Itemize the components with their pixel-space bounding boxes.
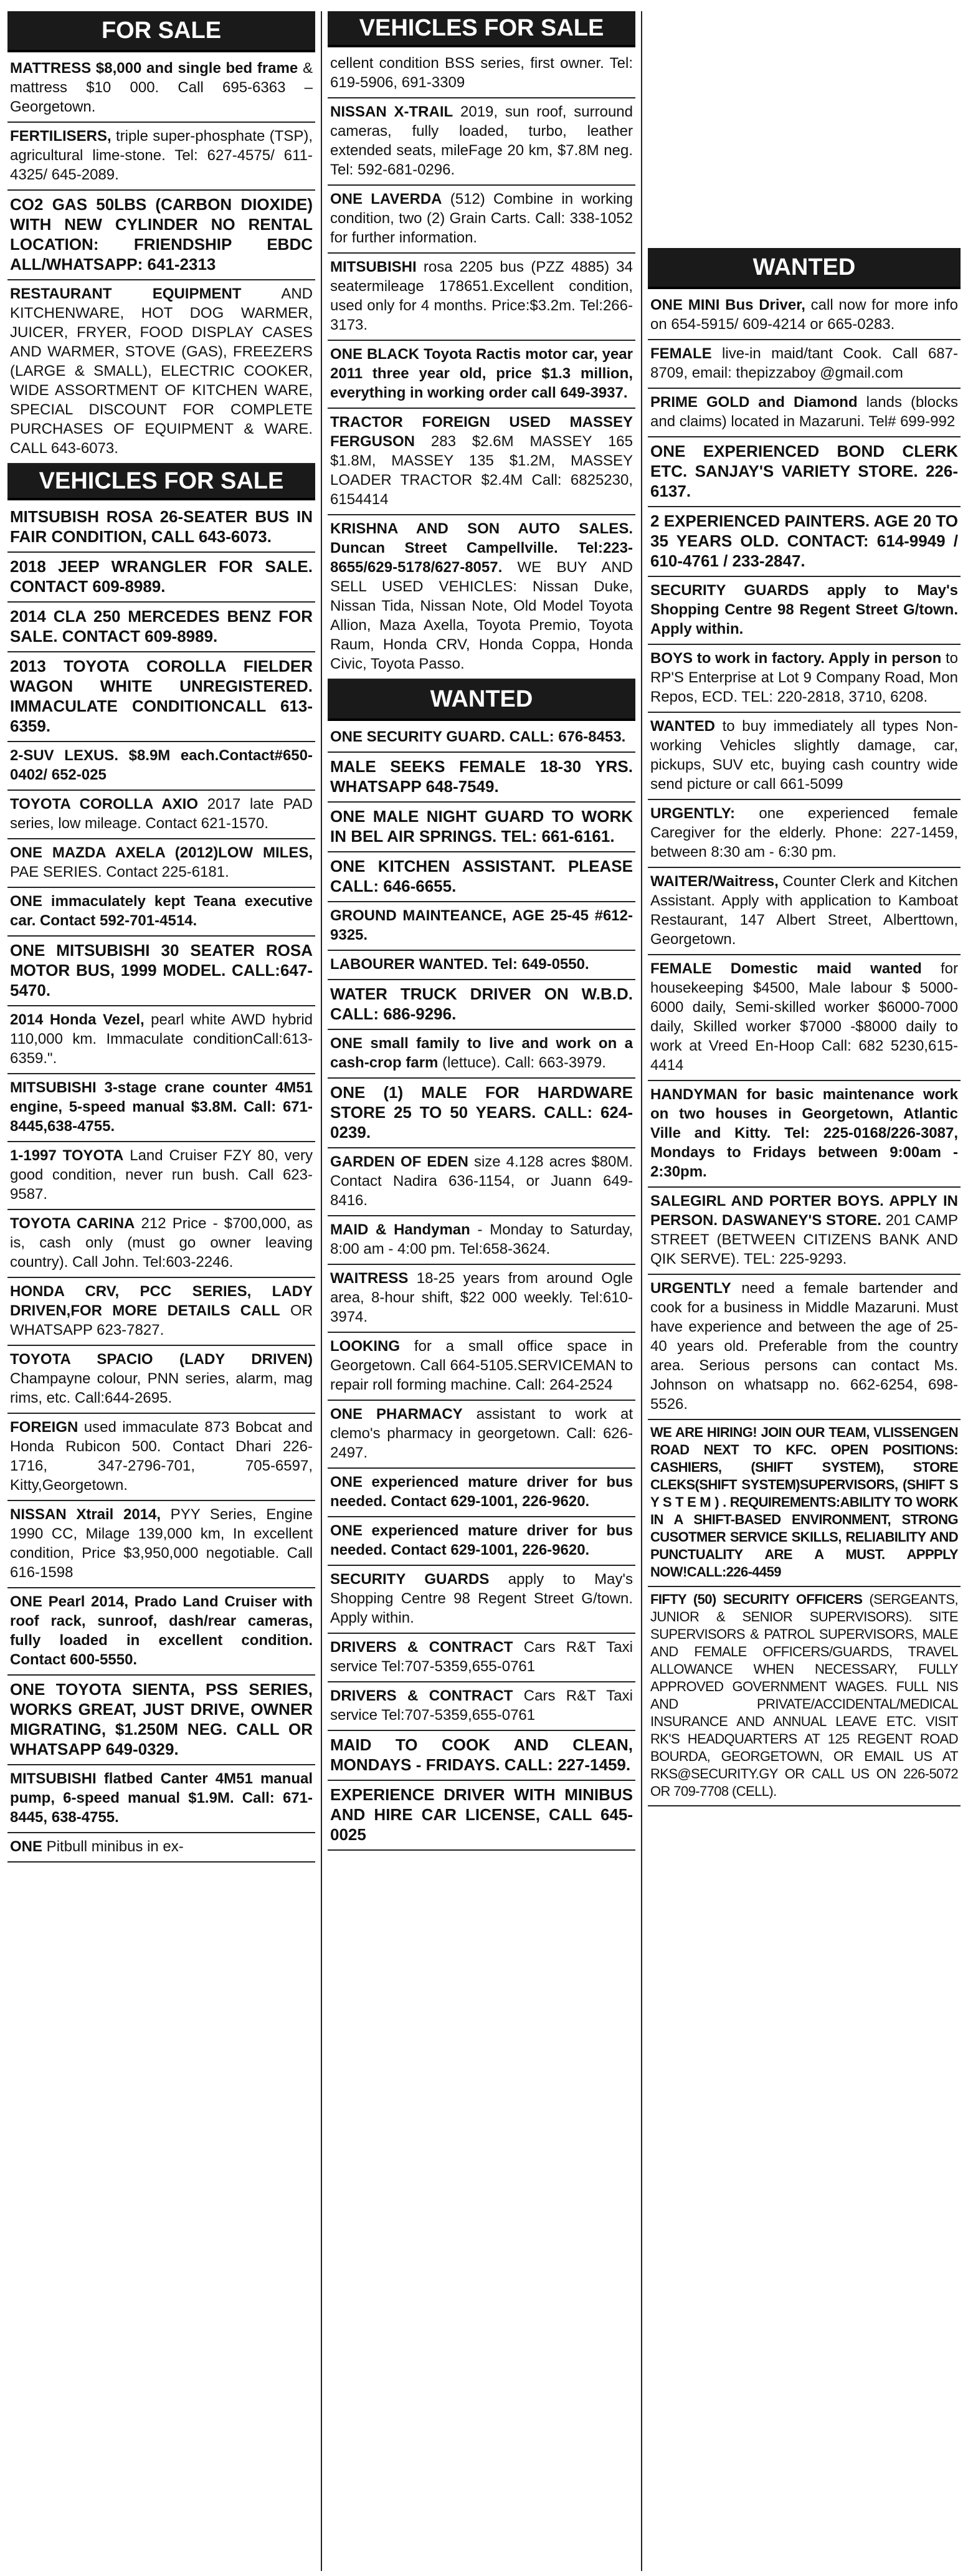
classified-ad (7, 603, 315, 652)
classified-ad (7, 553, 315, 603)
ad-lead-text: ONE MITSUBISHI 30 SEATER ROSA MOTOR BUS, 1999 MODEL. CALL:647-5470. (10, 941, 313, 999)
ad-lead-text: ONE MINI Bus Driver, (650, 297, 805, 313)
ad-lead-text: PRIME GOLD and Diamond (650, 394, 858, 411)
ad-body-text: need a female bartender and cook for a business in Middle Mazaruni. Must have experience and between the age of 25-40 years old. Preferable from the country area. Serious persons can contact Ms. Johnson on whatsapp no. 662-6254, 698-5526. (650, 1280, 958, 1413)
classified-ad (328, 1401, 635, 1469)
ad-lead-text: ONE PHARMACY (330, 1406, 463, 1423)
classified-ad (7, 191, 315, 280)
classified-ad (648, 1420, 961, 1587)
column-2 (328, 11, 635, 2571)
column-1 (7, 11, 315, 2571)
ad-lead-text: ONE (10, 1838, 43, 1855)
ad-lead-text: ONE KITCHEN ASSISTANT. PLEASE CALL: 646-6655. (330, 857, 633, 895)
ad-lead-text: KRISHNA AND SON AUTO SALES. Duncan Street Campellville. Tel:223-8655/629-5178/627-8057. (330, 520, 633, 576)
classified-ad (7, 1676, 315, 1765)
ad-lead-text: SALEGIRL AND PORTER BOYS. APPLY IN PERSON. DASWANEY'S STORE. (650, 1193, 958, 1229)
ad-body-text: assistant to work at clemo's pharmacy in georgetown. Call: 626-2497. (330, 1406, 633, 1461)
ad-body-text: 212 Price - $700,000, as is, cash only (must go owner leaving country). Call John. Tel:603-2246. (10, 1215, 313, 1271)
ad-lead-text: URGENTLY: (650, 805, 736, 822)
ad-lead-text: 2014 Honda Vezel, (10, 1011, 145, 1028)
ad-lead-text: TOYOTA CARINA (10, 1215, 135, 1232)
ad-lead-text: ONE experienced mature driver for bus needed. Contact 629-1001, 226-9620. (330, 1522, 633, 1558)
vehicles-list-1 (7, 503, 315, 1863)
classified-ad (7, 1765, 315, 1833)
ad-lead-text: FEMALE Domestic maid wanted (650, 960, 922, 977)
ad-lead-text: EXPERIENCE DRIVER WITH MINIBUS AND HIRE CAR LICENSE, CALL 645-0025 (330, 1785, 633, 1844)
classified-ad (328, 341, 635, 409)
classified-ad (328, 852, 635, 902)
ad-lead-text: WANTED (650, 718, 715, 735)
ad-body-text: to buy immediately all types Non-working Vehicles slightly damage, car, pickups, SUV etc, buying cash country wide send picture or call 661-5099 (650, 718, 958, 793)
column-divider (641, 11, 642, 2571)
ad-lead-text: ONE experienced mature driver for bus needed. Contact 629-1001, 226-9620. (330, 1474, 633, 1510)
ad-body-text: AND KITCHENWARE, HOT DOG WARMER, JUICER, FRYER, FOOD DISPLAY CASES AND WARMER, STOVE (GAS), FREEZERS (LARGE & SMALL), ELECTRIC COOKER, WIDE ASSORTMENT OF KITCHEN WARE, SPECIAL DISCOUNT FOR COMPLETE PURCHASES OF EQUIPMENT & WARE. CALL 643-6073. (10, 285, 313, 457)
ad-body-text: OR WHATSAPP 623-7827. (10, 1302, 313, 1338)
ad-lead-text: WAITRESS (330, 1270, 409, 1287)
classified-ad (328, 980, 635, 1030)
classified-ad (7, 1074, 315, 1142)
ad-body-text: (lettuce). Call: 663-3979. (438, 1054, 606, 1071)
ad-lead-text: MATTRESS $8,000 and single bed frame (10, 60, 298, 77)
classified-ad (328, 1731, 635, 1781)
classified-ad (328, 951, 635, 980)
ad-body-text: Cars R&T Taxi service Tel:707-5359,655-0761 (330, 1639, 633, 1675)
header-wanted-2: WANTED (328, 680, 635, 721)
ad-body-text: PAE SERIES. Contact 225-6181. (10, 864, 229, 880)
classified-ad (648, 340, 961, 389)
ad-lead-text: SECURITY GUARDS apply to May's Shopping Centre 98 Regent Street G/town. Apply within. (650, 582, 958, 637)
ad-lead-text: DRIVERS & CONTRACT (330, 1687, 513, 1704)
classified-ad (648, 713, 961, 800)
ad-body-text: for housekeeping $4500, Male labour $ 5000-6000 daily, Semi-skilled worker $6000-7000 daily, Skilled worker $7000 -$8000 daily to work at Vreed En-Hoop Call: 682 5230,615- 4414 (650, 960, 958, 1074)
ad-body-text: triple super-phosphate (TSP), agricultural lime-stone. Tel: 627-4575/ 611-4325/ 645-2089. (10, 128, 313, 183)
ad-body-text: Pitbull minibus in ex- (42, 1838, 184, 1855)
ad-lead-text: MAID TO COOK AND CLEAN, MONDAYS - FRIDAYS. CALL: 227-1459. (330, 1735, 633, 1774)
classified-ad (328, 1265, 635, 1333)
ad-lead-text: 2014 CLA 250 MERCEDES BENZ FOR SALE. CONTACT 609-8989. (10, 607, 313, 646)
classified-ad (328, 1682, 635, 1731)
ad-lead-text: LABOURER WANTED. Tel: 649-0550. (330, 956, 589, 973)
column-divider (321, 11, 322, 2571)
classified-ad (7, 1346, 315, 1414)
ad-lead-text: GARDEN OF EDEN (330, 1153, 468, 1170)
classified-ad (328, 803, 635, 852)
classified-ad (648, 292, 961, 340)
ad-body-text: rosa 2205 bus (PZZ 4885) 34 seatermileage 178651.Excellent condition, used only for 4 months. Price:$3.2m. Tel:266-3173. (330, 259, 633, 333)
ad-lead-text: ONE LAVERDA (330, 191, 442, 208)
classified-ad (328, 98, 635, 186)
classified-ad (7, 280, 315, 464)
classified-ad (328, 1517, 635, 1566)
ad-lead-text: ONE SECURITY GUARD. CALL: 676-8453. (330, 728, 626, 745)
ad-lead-text: ONE small family to live and work on a cash-crop farm (330, 1035, 633, 1071)
top-spacer (648, 11, 961, 248)
classified-ad (648, 577, 961, 645)
classified-ad (7, 1210, 315, 1278)
classified-ad (7, 1833, 315, 1863)
classified-ad (7, 839, 315, 888)
classified-ad (328, 1781, 635, 1851)
ad-body-text: PYY Series, Engine 1990 CC, Milage 139,000 km, In excellent condition, Price $3,950,000 negotiable. Call 616-1598 (10, 1506, 313, 1581)
classified-ad (648, 800, 961, 868)
classified-ad (328, 1079, 635, 1148)
ad-lead-text: 1-1997 TOYOTA (10, 1147, 124, 1164)
ad-lead-text: CO2 GAS 50LBS (CARBON DIOXIDE) WITH NEW CYLINDER NO RENTAL LOCATION: FRIENDSHIP EBDC ALL/WHATSAPP: 641-2313 (10, 195, 313, 274)
classified-ad (328, 1566, 635, 1634)
classified-ad (7, 1278, 315, 1346)
classified-ad (328, 902, 635, 951)
classified-ad (328, 1148, 635, 1216)
ad-lead-text: SECURITY GUARDS (330, 1571, 490, 1588)
ad-lead-text: 2013 TOYOTA COROLLA FIELDER WAGON WHITE UNREGISTERED. IMMACULATE CONDITIONCALL 613-6359. (10, 657, 313, 735)
classified-ad (328, 1030, 635, 1079)
ad-lead-text: MITSUBISHI 3-stage crane counter 4M51 engine, 5-speed manual $3.8M. Call: 671-8445,638-4755. (10, 1079, 313, 1135)
ad-lead-text: MITSUBISH ROSA 26-SEATER BUS IN FAIR CONDITION, CALL 643-6073. (10, 507, 313, 546)
header-for-sale: FOR SALE (7, 11, 315, 52)
ad-body-text: live-in maid/tant Cook. Call 687-8709, email: thepizzaboy @gmail.com (650, 345, 958, 381)
for-sale-list (7, 55, 315, 464)
ad-body-text: used immaculate 873 Bobcat and Honda Rubicon 500. Contact Dhari 226-1716, 347-2796-701, 705-6597, Kitty,Georgetown. (10, 1419, 313, 1494)
ad-body-text: lands (blocks and claims) located in Mazaruni. Tel# 699-992 (650, 394, 958, 430)
ad-body-text: 2017 late PAD series, low mileage. Contact 621-1570. (10, 796, 313, 832)
ad-lead-text: TOYOTA COROLLA AXIO (10, 796, 198, 813)
ad-lead-text: 2-SUV LEXUS. $8.9M each.Contact#650-0402/ 652-025 (10, 747, 313, 783)
classified-ad (328, 723, 635, 753)
ad-body-text: for a small office space in Georgetown. Call 664-5105.SERVICEMAN to repair roll forming machine. Call: 264-2524 (330, 1338, 633, 1393)
ad-lead-text: FEMALE (650, 345, 712, 362)
ad-body-text: Land Cruiser FZY 80, very good condition, never run bush. Call 623-9587. (10, 1147, 313, 1203)
ad-lead-text: URGENTLY (650, 1280, 731, 1297)
ad-body-text: - Monday to Saturday, 8:00 am - 4:00 pm. Tel:658-3624. (330, 1221, 633, 1257)
ad-lead-text: ONE MAZDA AXELA (2012)LOW MILES, (10, 844, 313, 861)
classified-ad (648, 868, 961, 955)
ad-lead-text: MITSUBISHI flatbed Canter 4M51 manual pump, 6-speed manual $1.9M. Call: 671-8445, 638-4755. (10, 1770, 313, 1826)
classified-ad (328, 254, 635, 341)
classified-ad (648, 1587, 961, 1806)
classified-ad (648, 1275, 961, 1420)
ad-body-text: 18-25 years from around Ogle area, 8-hour shift, $22 000 weekly. Tel:610-3974. (330, 1270, 633, 1325)
ad-lead-text: 2018 JEEP WRANGLER FOR SALE. CONTACT 609-8989. (10, 557, 313, 596)
ad-lead-text: ONE (1) MALE FOR HARDWARE STORE 25 TO 50 YEARS. CALL: 624-0239. (330, 1083, 633, 1142)
classified-ad (648, 955, 961, 1081)
ad-lead-text: ONE immaculately kept Teana executive car. Contact 592-701-4514. (10, 893, 313, 929)
ad-lead-text: FERTILISERS, (10, 128, 112, 145)
ad-body-text: 2019, sun roof, surround cameras, fully loaded, turbo, leather extended seats, mileFage 20 km, $7.8M neg. Tel: 592-681-0296. (330, 103, 633, 178)
classified-ad (648, 507, 961, 577)
classified-ad (648, 389, 961, 437)
classified-ad (7, 791, 315, 839)
classified-ad (7, 937, 315, 1006)
ad-lead-text: WAITER/Waitress, (650, 873, 779, 890)
header-vehicles-for-sale: VEHICLES FOR SALE (7, 464, 315, 500)
ad-lead-text: HANDYMAN for basic maintenance work on two houses in Georgetown, Atlantic Ville and Kitty. Tel: 225-0168/226-3087, Mondays to Fridays between 9:00am - 2:30pm. (650, 1086, 958, 1180)
classified-ad (7, 1142, 315, 1210)
ad-lead-text: NISSAN X-TRAIL (330, 103, 453, 120)
ad-body-text: apply to May's Shopping Centre 98 Regent Street G/town. Apply within. (330, 1571, 633, 1626)
column-3 (648, 11, 961, 2571)
classified-ad (328, 1634, 635, 1682)
wanted-list-2 (328, 723, 635, 1851)
classified-ad (7, 742, 315, 791)
ad-lead-text: FIFTY (50) SECURITY OFFICERS (650, 1591, 863, 1607)
ad-lead-text: LOOKING (330, 1338, 400, 1355)
ad-lead-text: BOYS to work in factory. Apply in person (650, 650, 942, 667)
classified-ad (7, 503, 315, 553)
classified-ad (7, 888, 315, 937)
ad-body-text: to RP'S Enterprise at Lot 9 Company Road, Mon Repos, ECD. TEL: 220-2818, 3710, 6208. (650, 650, 958, 705)
ad-body-text: size 4.128 acres $80M. Contact Nadira 636-1154, or Juann 649-8416. (330, 1153, 633, 1209)
ad-lead-text: GROUND MAINTEANCE, AGE 25-45 #612-9325. (330, 907, 633, 943)
ad-lead-text: 2 EXPERIENCED PAINTERS. AGE 20 TO 35 YEARS OLD. CONTACT: 614-9949 / 610-4761 / 233-2847. (650, 512, 958, 570)
ad-body-text: 201 CAMP STREET (BETWEEN CITIZENS BANK AND QIK SERVE). TEL: 225-9293. (650, 1212, 958, 1267)
ad-body-text: Counter Clerk and Kitchen Assistant. Apply with application to Kamboat Restaurant, 147 Albert Street, Alberttown, Georgetown. (650, 873, 958, 948)
classified-ad (648, 1188, 961, 1275)
classified-ad (648, 645, 961, 713)
classified-ad (328, 1216, 635, 1265)
ad-lead-text: TOYOTA SPACIO (LADY DRIVEN) (10, 1351, 313, 1368)
classified-ad (7, 1414, 315, 1501)
ad-body-text: & mattress $10 000. Call 695-6363 – Georgetown. (10, 60, 313, 115)
ad-lead-text: MALE SEEKS FEMALE 18-30 YRS. WHATSAPP 648-7549. (330, 757, 633, 796)
ad-lead-text: MAID & Handyman (330, 1221, 470, 1238)
classified-ad (7, 123, 315, 191)
ad-lead-text: ONE EXPERIENCED BOND CLERK ETC. SANJAY'S VARIETY STORE. 226-6137. (650, 442, 958, 500)
classified-ad (648, 1081, 961, 1188)
classified-ad (7, 1006, 315, 1074)
classified-ad (7, 652, 315, 742)
ad-lead-text: MITSUBISHI (330, 259, 417, 275)
classified-ad (328, 409, 635, 515)
ad-body-text: (512) Combine in working condition, two (2) Grain Carts. Call: 338-1052 for further information. (330, 191, 633, 246)
classified-ad (328, 515, 635, 680)
ad-lead-text: ONE Pearl 2014, Prado Land Cruiser with roof rack, sunroof, dash/rear cameras, fully loaded in excellent condition. Contact 600-5550. (10, 1593, 313, 1668)
ad-body-text: 283 $2.6M MASSEY 165 $1.8M, MASSEY 135 $1.2M, MASSEY LOADER TRACTOR $2.4M Call: 6825230, 6154414 (330, 433, 633, 508)
ad-body-text: Champayne colour, PNN series, alarm, mag rims, etc. Call:644-2695. (10, 1370, 313, 1406)
ad-lead-text: RESTAURANT EQUIPMENT (10, 285, 242, 302)
ad-body-text: (SERGEANTS, JUNIOR & SENIOR SUPERVISORS). SITE SUPERVISORS & PATROL SUPERVISORS, MALE AND FEMALE OFFICERS/GUARDS, TRAVEL ALLOWANCE WHEN NECESSARY, FULLY APPROVED GOVERNMENT WAGES. FULL NIS AND PRIVATE/ACCIDENTAL/MEDICAL INSURANCE AND ANNUAL LEAVE ETC. VISIT RK'S HEADQUARTERS AT 125 REGENT ROAD BOURDA, GEORGETOWN, OR EMAIL US AT RKS@SECURITY.GY OR CALL US ON 226-5072 OR 709-7708 (CELL). (650, 1591, 959, 1799)
classified-ad (7, 55, 315, 123)
ad-lead-text: FOREIGN (10, 1419, 78, 1436)
ad-lead-text: TRACTOR FOREIGN USED MASSEY FERGUSON (330, 414, 633, 450)
ad-body-text: pearl white AWD hybrid 110,000 km. Immaculate conditionCall:613-6359.". (10, 1011, 313, 1067)
header-wanted-3: WANTED (648, 248, 961, 289)
ad-lead-text: ONE MALE NIGHT GUARD TO WORK IN BEL AIR SPRINGS. TEL: 661-6161. (330, 807, 633, 846)
ad-lead-text: WATER TRUCK DRIVER ON W.B.D. CALL: 686-9296. (330, 985, 633, 1023)
classified-ad (328, 1333, 635, 1401)
ad-lead-text: DRIVERS & CONTRACT (330, 1639, 513, 1656)
ad-lead-text: NISSAN Xtrail 2014, (10, 1506, 161, 1523)
classified-ad (7, 1501, 315, 1588)
classified-ad (328, 50, 635, 98)
classified-ad (328, 1469, 635, 1517)
ad-lead-text: HONDA CRV, PCC SERIES, LADY DRIVEN,FOR MORE DETAILS CALL (10, 1283, 313, 1319)
ad-body-text: Cars R&T Taxi service Tel:707-5359,655-0761 (330, 1687, 633, 1724)
ad-lead-text: ONE TOYOTA SIENTA, PSS SERIES, WORKS GREAT, JUST DRIVE, OWNER MIGRATING, $1.250M NEG. CALL OR WHATSAPP 649-0329. (10, 1680, 313, 1758)
classified-ad (648, 437, 961, 507)
ad-body-text: call now for more info on 654-5915/ 609-4214 or 665-0283. (650, 297, 958, 333)
classified-ad (328, 186, 635, 254)
ad-body-text: cellent condition BSS series, first owner. Tel: 619-5906, 691-3309 (330, 55, 633, 91)
classified-ad (7, 1588, 315, 1676)
vehicles-list-2 (328, 50, 635, 680)
ad-body-text: WE BUY AND SELL USED VEHICLES: Nissan Duke, Nissan Tida, Nissan Note, Old Model Toyota Allion, Maza Axella, Toyota Premio, Toyota Raum, Honda CRV, Honda Coppa, Honda Civic, Toyota Passo. (330, 559, 633, 672)
classified-ad (328, 753, 635, 803)
ad-body-text: one experienced female Caregiver for the elderly. Phone: 227-1459, between 8:30 am - 6:30 pm. (650, 805, 958, 861)
wanted-list-3 (648, 292, 961, 1806)
header-vehicles-for-sale-2: VEHICLES FOR SALE (328, 11, 635, 47)
ad-lead-text: ONE BLACK Toyota Ractis motor car, year 2011 three year old, price $1.3 million, everything in working order call 649-3937. (330, 346, 633, 401)
ad-lead-text: WE ARE HIRING! JOIN OUR TEAM, VLISSENGEN ROAD NEXT TO KFC. OPEN POSITIONS: CASHIERS, (SHIFT SYSTEM), STORE CLEKS(SHIFT SYSTEM)SUPERVISORS, (SHIFT S Y S T E M ) . REQUIREMENTS:ABILITY TO WORK IN A SHIFT-BASED ENVIRONMENT, STRONG CUSOTMER SERVICE SKILLS, RELIABILITY AND PUNCTUALITY ARE A MUST. APPPLY NOW!CALL:226-4459 (650, 1424, 958, 1580)
